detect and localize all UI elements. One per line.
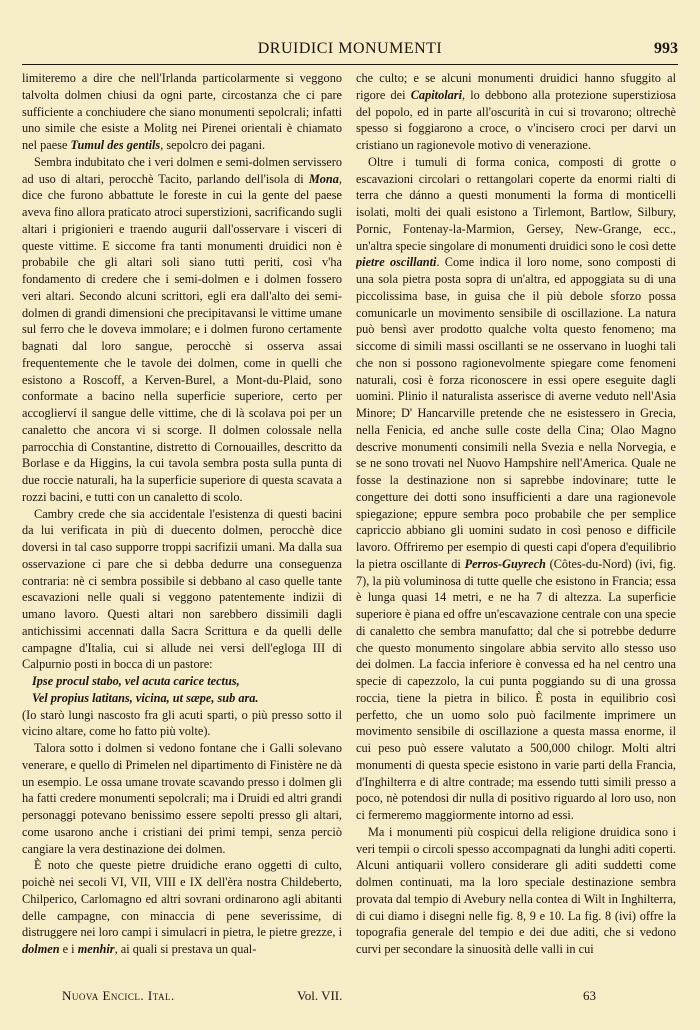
- text-run: , ai quali si prestava un qual-: [114, 942, 257, 956]
- paragraph: [22, 857, 342, 958]
- emphasized-term: pietre oscillanti: [356, 255, 437, 270]
- text-run: Sembra indubitato che i veri dolmen e semi-dolmen servissero ad uso di altari, perocchè Tacito, parlando dell'isola di: [22, 154, 342, 186]
- verse-line: [22, 690, 342, 707]
- paragraph: [22, 740, 342, 857]
- paragraph: [356, 824, 676, 958]
- paragraph: [356, 70, 676, 154]
- emphasized-term: Perros-Guyrech: [464, 556, 546, 571]
- text-run: che culto; e se alcuni monumenti druidici hanno sfuggito al rigore dei: [356, 71, 676, 102]
- page-header: [22, 40, 678, 66]
- emphasized-term: Mona: [308, 171, 339, 186]
- text-run: (Io starò lungi nascosto fra gli acuti sparti, o più presso sotto il vicino altare, come ho fatto più volte).: [22, 707, 342, 739]
- verse-line: [22, 673, 342, 690]
- paragraph: [22, 154, 342, 506]
- page-footer: [22, 986, 678, 1010]
- header-rule: [22, 64, 678, 65]
- text-run: , lo debbono alla protezione superstiziosa del popolo, ed in parte all'oscurità in cui si trovarono; oltrechè spesso si foggiarono a croce, o v'incisero croci per darvi un cristiano un ragionevole motivo di venerazione.: [356, 87, 676, 152]
- text-run: , sepolcro dei pagani.: [160, 138, 266, 152]
- paragraph: [22, 70, 342, 154]
- paragraph: [356, 154, 676, 824]
- text-run: Ma i monumenti più cospicui della religione druidica sono i veri tempii o circoli spesso accompagnati da lunghi aditi coperti. Alcuni antiquarii vollero considerare gli aditi suddetti come dolmen continuati, ma la loro speciale destinazione sembra provata dal tempio di Avebury nella contea di Wilt in Inghilterra, di cui diamo i disegni nelle fig. 8, 9 e 10. La fig. 8 (ivi) offre la topografia generale del tempio e dei due aditi, che si vedono curvi per secondare la sinuosità delle valli in cui: [356, 824, 676, 956]
- page-number: 993: [654, 40, 678, 57]
- text-run: (Côtes-du-Nord) (ivi, fig. 7), la più voluminosa di tutte quelle che esistono in Francia; essa è lunga quasi 14 metri, e ne ha 7 di altezza. La superficie superiore è piana ed offre un'escavazione centrale con una specie di canaletto che sembra manufatto; dal che si potrebbe dedurre che questo monumento singolare abbia servito allo stesso uso dei dolmen. La faccia inferiore è convessa ed ha nel centro una specie di capezzolo, la cui punta poggiando su di una grossa roccia, tiene la pietra in bilico. È posta in equilibrio così perfetto, che un uomo solo può facilmente imprimere un movimento sensibile di oscillazione a questa massa enorme, il cui peso può essere valutato a 500,000 chilogr. Molti altri monumenti di questa specie esistono in varie parti della Francia, d'Inghilterra e di altre contrade; ma essendo tutti simili presso a poco, nè potendosi dir nulla di positivo riguardo al loro uso, non ci fermeremo maggiormente intorno ad essi.: [356, 556, 676, 822]
- text-run: È noto che queste pietre druidiche erano oggetti di culto, poichè nei secoli VI, VII, VIII e IX dell'èra nostra Childeberto, Chilperico, Carlomagno ed altri sovrani ordinarono agli abitanti delle campagne, con minaccia di pene severissime, di distruggere nei loro campi i simulacri in pietra, le pietre grezze, i: [22, 858, 342, 940]
- publication-name: Nuova Encicl. Ital.: [62, 988, 175, 1003]
- text-run: Ipse procul stabo, vel acuta carice tectus,: [32, 674, 240, 688]
- text-run: . Come indica il loro nome, sono composti di una sola pietra posta sopra di un'altra, ed appoggiata su di una piccolissima base, in guisa che il più debole sforzo possa comunicarle un movimento sensibile di oscillazione. La natura può bensì aver prodotto qualche volta questo fenomeno; ma siccome di simili massi oscillanti se ne osservano in luoghi tali che non si possono ragionevolmente spiegare come fenomeni naturali, così è forza riconoscere in essi opere eseguite dagli uomini. Plinio il naturalista asserisce di averne veduto nell'Asia Minore; D' Hancarville pretende che ne esistessero in Grecia, nella Fenicia, ed anche sulle coste della Cina; Olao Magno descrive monumenti consimili nella Svezia e nella Norvegia, e se ne sono trovati nel Nuovo Hampshire nell'America. Quale ne fosse la destinazione non si saprebbe indovinare; tutte le congetture dei dotti sono insufficienti a dare una ragionevole spiegazione; eppure sembra poco probabile che per semplice capriccio abbiano gli uomini sudato in così penoso e difficile lavoro. Offriremo per esempio di questi capi d'opera d'equilibrio la pietra oscillante di: [356, 255, 676, 571]
- emphasized-term: Tumul des gentils: [70, 138, 161, 152]
- text-run: , dice che furono abbattute le foreste in cui la gente del paese aveva fino allora praticato atroci superstizioni, sacrificando sugli altari i prigionieri e traendo augurii dall'osservare i visceri di queste vittime. E siccome fra tanti monumenti druidici non è probabile che gli altari soli siano tutti periti, così v'ha fondamento di credere che i semi-dolmen e i dolmen fossero veri altari. Secondo alcuni scrittori, egli era dall'alto dei semi-dolmen di grandi dimensioni che precipitavansi le vittime umane sul ferro che le doveva immolare; e i dolmen furono certamente bagnati dal loro sangue, perocchè si osserva assai frequentemente che le tavole dei dolmen, come in quelli che esistono a Roscoff, a Kerven-Burel, a Mont-du-Plaid, sono conformate a bacino nella superficie superiore, certo per accoglierví il sangue delle vittime, che di là scolava poi per un canaletto che ancora vi si scorge. Il dolmen colossale nella parrocchia di Constantine, distretto di Cornouailles, descritto da Borlase e da Higgins, la cui tavola sembra posta sulla punta di due roccie naturali, ha la superficie superiore di questa scavata a rozzi bacini, e tutti con un canaletto di scolo.: [22, 171, 342, 504]
- volume-label: Vol. VII.: [297, 988, 343, 1003]
- left-column: [22, 70, 342, 986]
- text-run: Oltre i tumuli di forma conica, composti di grotte o escavazioni circolari o rettangolari coperte da enormi rialti di terra che dánno a questi monumenti la forma di monticelli isolati, molti dei quali esistono a Tirlemont, Bartlow, Silbury, Pornic, Fontenay-la-Marmion, Gersey, New-Grange, ecc., un'altra specie singolare di monumenti druidici sono le così dette: [356, 154, 676, 253]
- paragraph: [22, 506, 342, 674]
- paragraph: [22, 707, 342, 741]
- text-run: Talora sotto i dolmen si vedono fontane che i Galli solevano venerare, e quello di Primelen nel dipartimento di Finistère ne dà un esempio. Le ossa umane trovate scavando presso i dolmen gli ha fatti credere monumenti sepolcrali; ma i Druidi ed altri grandi personaggi potevano benissimo essere sepolti presso gli altari, come usarono anche i cristiani dei primi tempi, senza perciò cangiare la vera destinazione dei dolmen.: [22, 741, 342, 856]
- signature-mark: 63: [583, 988, 596, 1003]
- emphasized-term: Capitolari: [410, 87, 462, 102]
- running-title: DRUIDICI MONUMENTI: [257, 40, 443, 57]
- right-column: [356, 70, 676, 986]
- text-run: Vel propius latitans, vicina, ut sæpe, sub ara.: [32, 690, 259, 705]
- emphasized-term: dolmen: [22, 942, 60, 956]
- text-run: limiteremo a dire che nell'Irlanda particolarmente si veggono talvolta dolmen chiusi da ogni parte, circostanza che ci pare sufficiente a conchiudere che siano monumenti sepolcrali; infatti uno simile che esiste a Molitg nei Pirenei orientali è chiamato nel paese: [22, 71, 342, 152]
- text-run: Cambry crede che sia accidentale l'esistenza di questi bacini da lui verificata in più di duecento dolmen, perocchè dice doversi in tal caso supporre troppi sacrifizii umani. Ma dalla sua osservazione ci pare che si debba dedurre una conseguenza contraria: nè ci sembra possibile si debbano al caso quelle tante escavazioni nelle quali si veggono patentemente indizii di umano lavoro. Questi altari non sarebbero dissimili dagli antichissimi accennati dalla Sacra Scrittura e da quelli delle campagne d'Italia, cui si allude nei versi dell'egloga III di Calpurnio posti in bocca di un pastore:: [22, 506, 342, 672]
- text-run: e i: [59, 942, 78, 956]
- emphasized-term: menhir: [77, 942, 115, 956]
